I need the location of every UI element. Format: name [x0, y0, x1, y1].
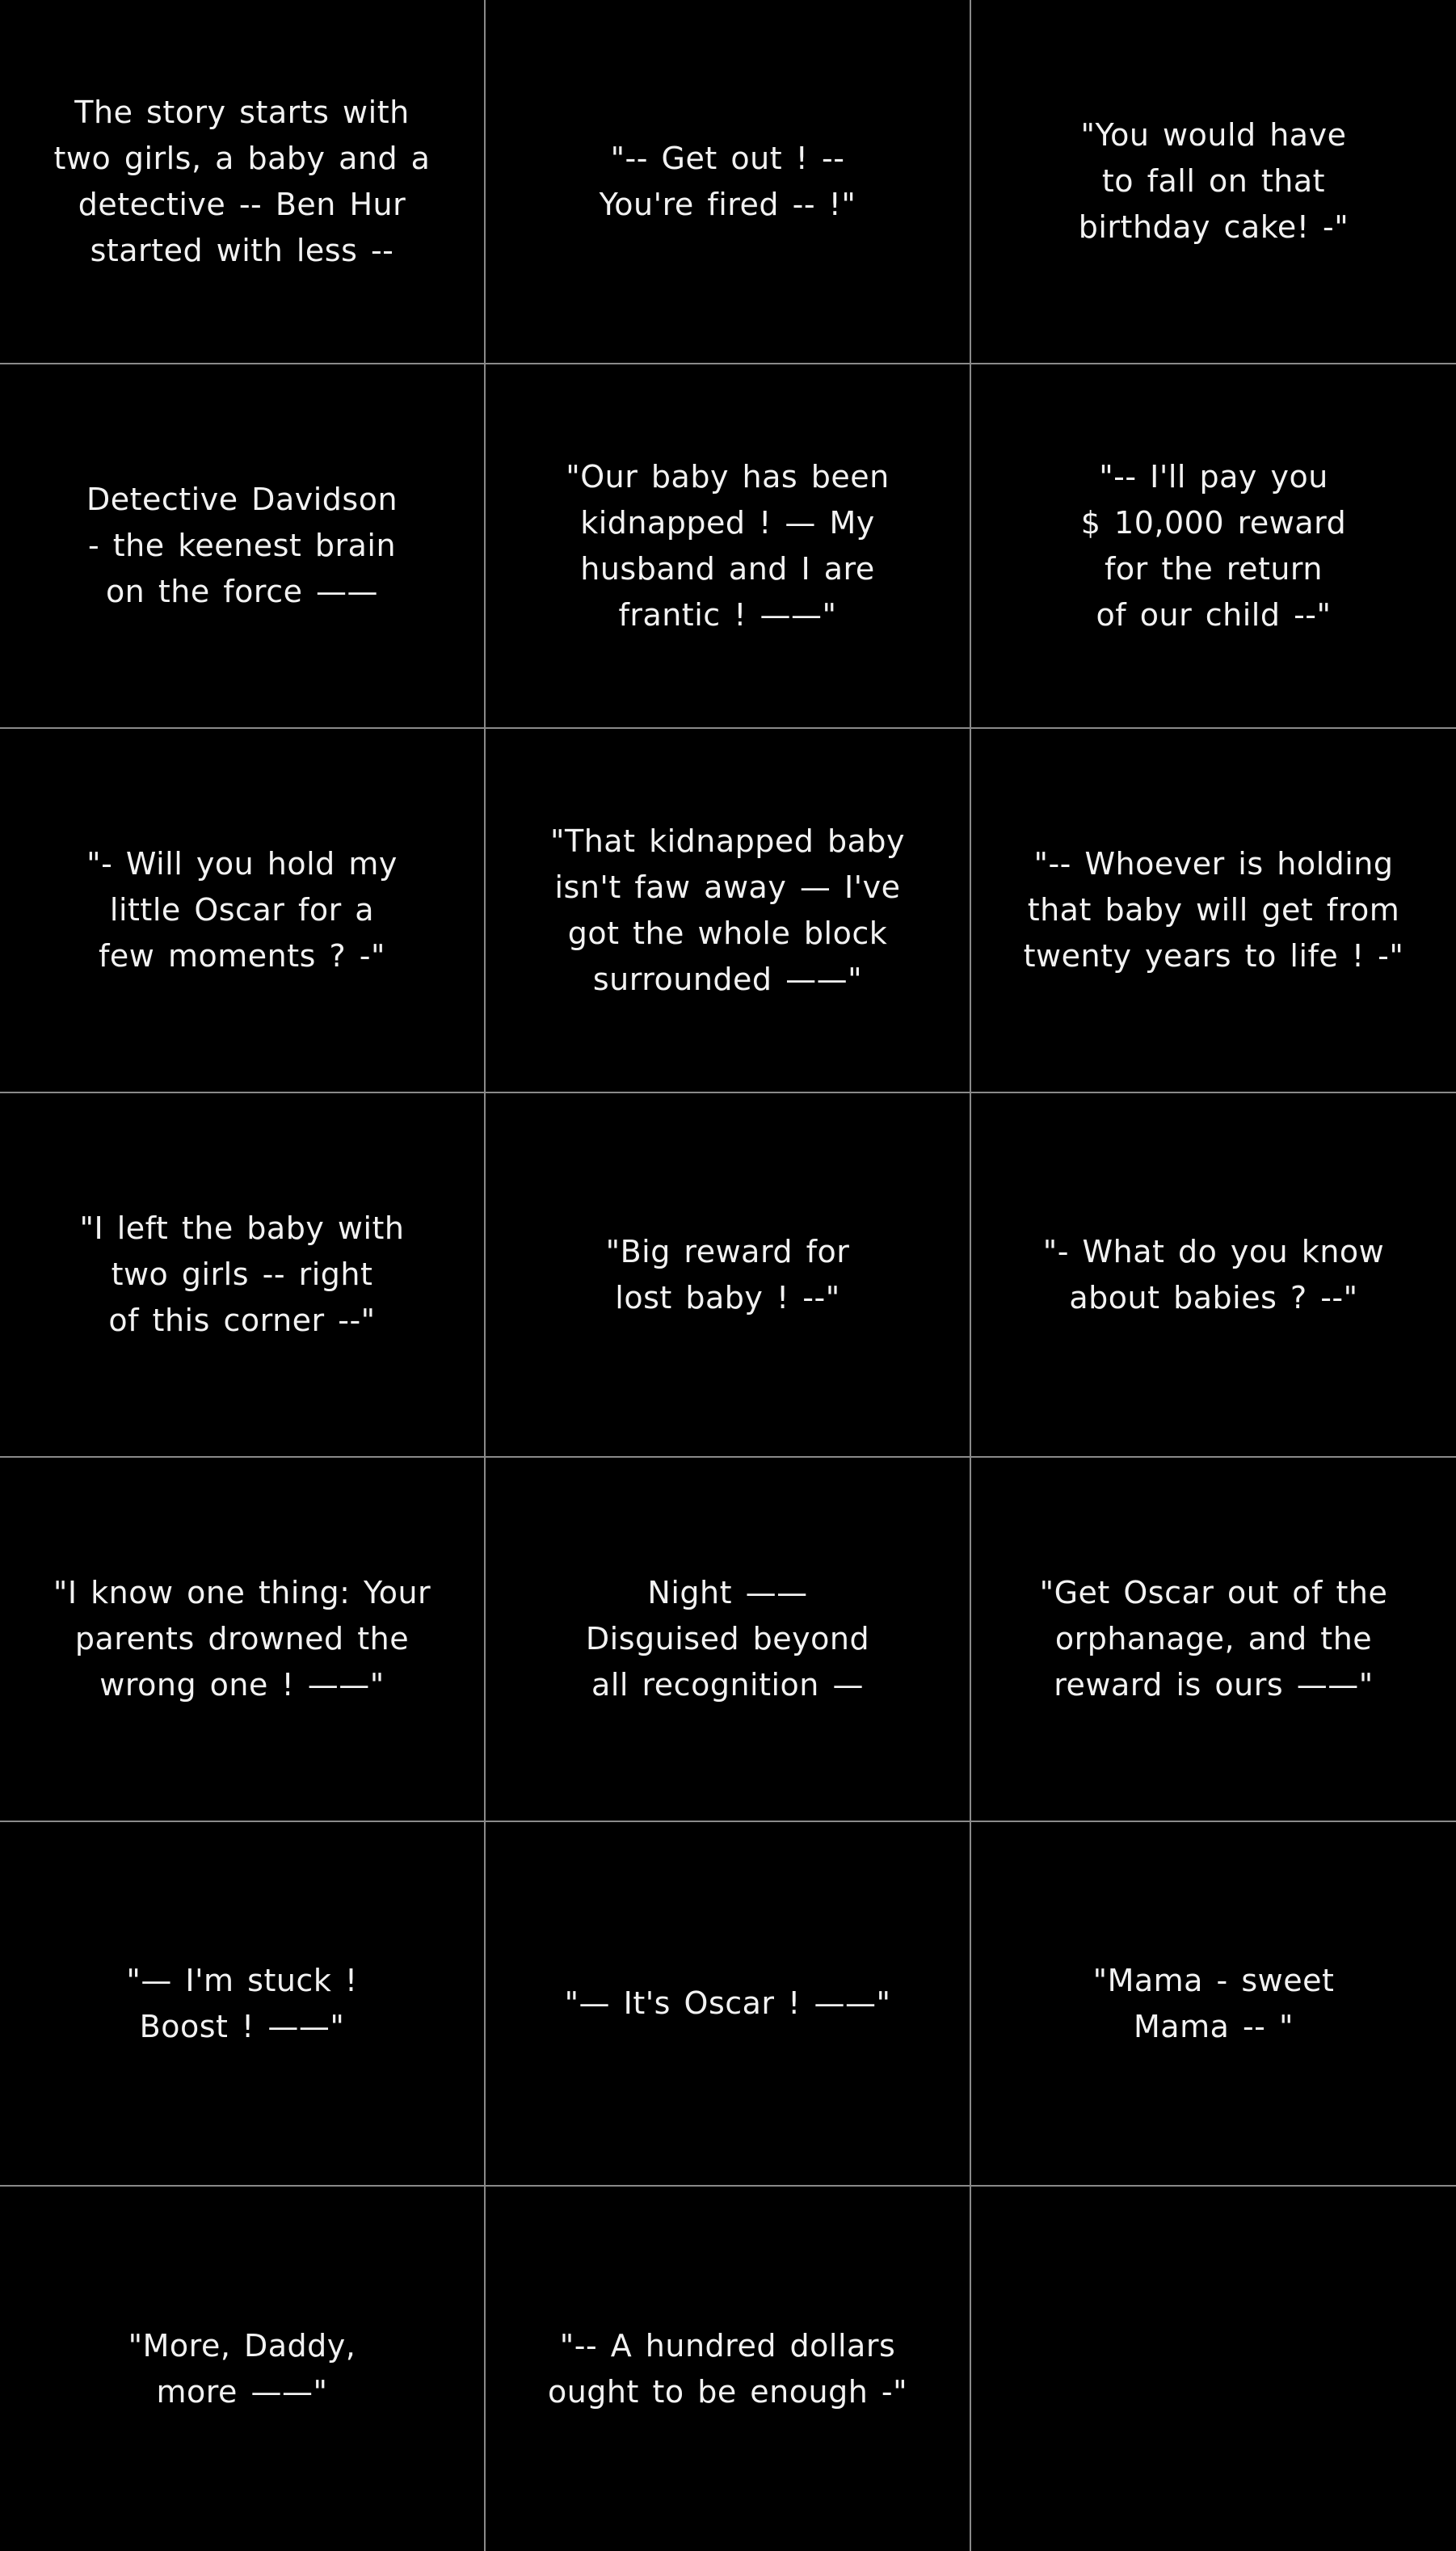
title-card-text: "— I'm stuck ! Boost ! ——"	[126, 1962, 358, 2044]
title-card	[971, 1458, 1456, 1822]
title-card-text: "-- I'll pay you $ 10,000 reward for the return of our child --"	[1080, 458, 1347, 633]
title-card-text: "-- Whoever is holding that baby will get from twenty years to life ! -"	[1023, 846, 1404, 974]
title-card	[486, 1458, 971, 1822]
title-card	[971, 729, 1456, 1093]
title-card	[0, 1822, 486, 2187]
title-card-text: "Our baby has been kidnapped ! — My husband and I are frantic ! ——"	[566, 458, 890, 633]
title-card-text: "- What do you know about babies ? --"	[1042, 1233, 1385, 1315]
title-card	[0, 1093, 486, 1458]
title-card	[971, 364, 1456, 729]
title-card	[0, 2187, 486, 2551]
title-card	[486, 364, 971, 729]
title-card-text: Detective Davidson - the keenest brain on the force ——	[86, 482, 398, 609]
title-card-text: "- Will you hold my little Oscar for a few moments ? -"	[86, 846, 398, 974]
title-card-text: "I left the baby with two girls -- right of this corner --"	[79, 1210, 405, 1338]
title-card	[0, 729, 486, 1093]
title-card	[971, 1822, 1456, 2187]
title-card	[486, 0, 971, 364]
title-card-text: "— It's Oscar ! ——"	[564, 1985, 891, 2021]
title-card	[486, 1822, 971, 2187]
title-card-text: "Big reward for lost baby ! --"	[605, 1233, 850, 1315]
title-card-text: "That kidnapped baby isn't faw away — I've got the whole block surrounded ——"	[550, 823, 905, 997]
title-card-text: Night —— Disguised beyond all recognition —	[585, 1575, 870, 1703]
title-card-text: "Get Oscar out of the orphanage, and the reward is ours ——"	[1039, 1575, 1388, 1703]
title-card	[0, 364, 486, 729]
title-card	[971, 0, 1456, 364]
title-card	[486, 2187, 971, 2551]
empty-card	[971, 2187, 1456, 2551]
title-card	[971, 1093, 1456, 1458]
title-card-text: The story starts with two girls, a baby and a detective -- Ben Hur started with less --	[53, 94, 431, 268]
title-card	[0, 0, 486, 364]
title-card-text: "-- Get out ! -- You're fired -- !"	[599, 140, 856, 222]
title-card-text: "More, Daddy, more ——"	[128, 2327, 356, 2410]
title-card	[486, 1093, 971, 1458]
title-card	[486, 729, 971, 1093]
title-card-text: "You would have to fall on that birthday cake! -"	[1078, 117, 1349, 245]
title-card-text: "Mama - sweet Mama -- "	[1092, 1962, 1335, 2044]
title-card	[0, 1458, 486, 1822]
title-card-text: "-- A hundred dollars ought to be enough -"	[547, 2327, 908, 2410]
title-card-text: "I know one thing: Your parents drowned the wrong one ! ——"	[53, 1575, 431, 1703]
